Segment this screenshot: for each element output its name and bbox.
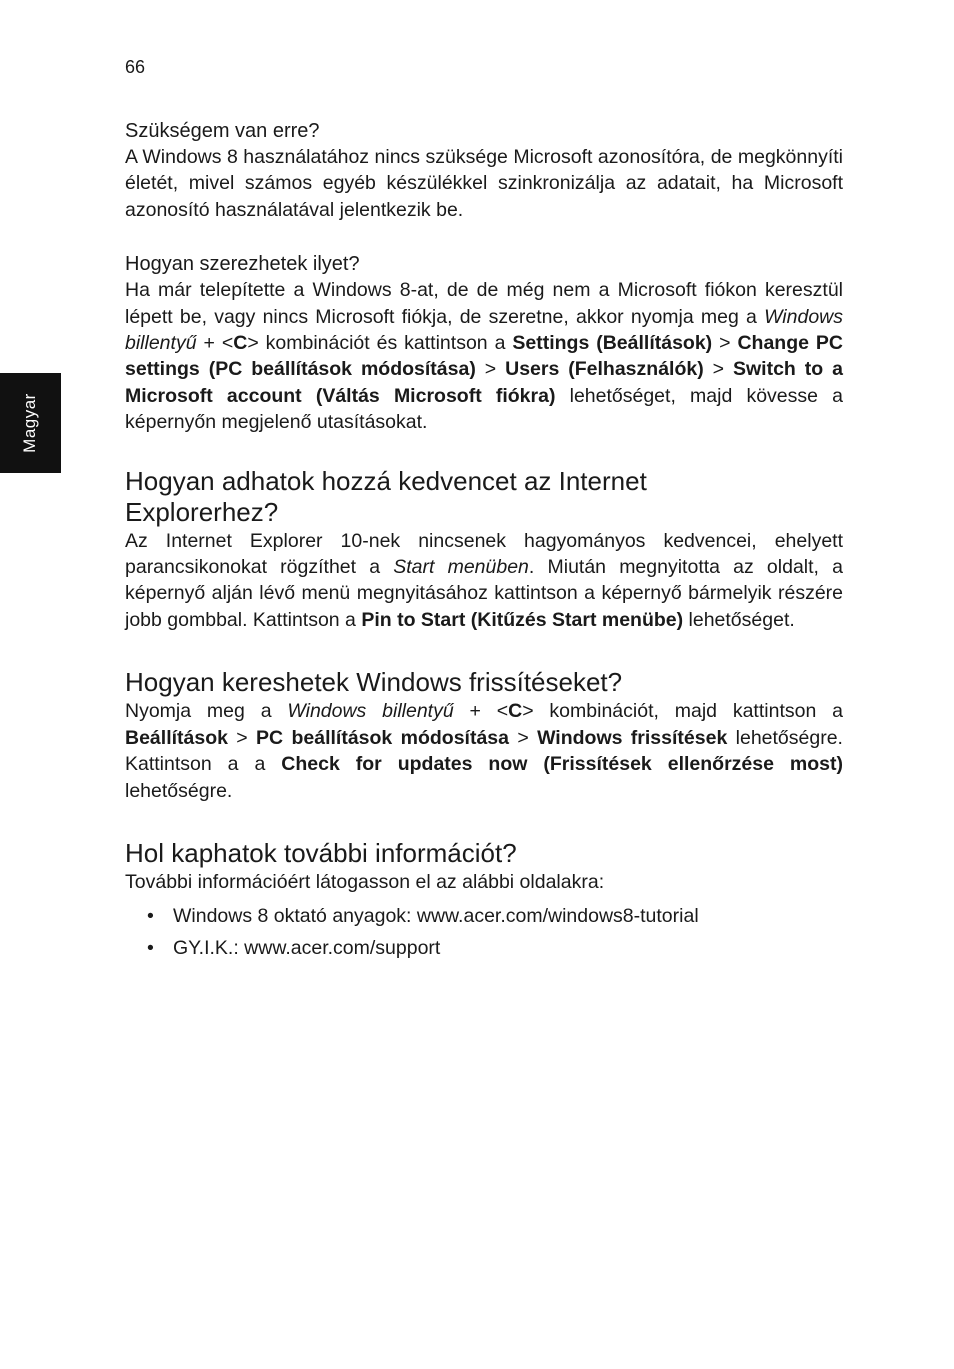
paragraph-get xyxy=(125,277,843,435)
heading-updates: Hogyan kereshetek Windows frissítéseket? xyxy=(125,667,623,698)
text-run: lehetőségre. Kattintson a a xyxy=(125,726,843,776)
separator: > xyxy=(508,726,538,749)
list-item-text: Windows 8 oktató anyagok: www.acer.com/windows8-tutorial xyxy=(173,905,699,928)
text-run: Nyomja meg a xyxy=(125,700,288,723)
text-run: . Miután megnyitotta az oldalt, a képernyő alján lévő menü megnyitásához kattintson a képernyő bármelyik részére jobb gombbal. Kattintson a xyxy=(125,556,843,631)
language-side-tab xyxy=(0,373,61,473)
page-content xyxy=(125,118,843,967)
heading-favorites: Hogyan adhatok hozzá kedvencet az Internet Explorerhez? xyxy=(125,465,647,527)
text-run: lehetőséget, majd kövesse a képernyőn megjelenő utasításokat. xyxy=(125,384,843,434)
c-key-text: C xyxy=(508,700,523,723)
start-menu-text: Start menüben xyxy=(393,556,529,579)
bullet-icon: • xyxy=(147,905,154,928)
text-run: > kombinációt, majd kattintson a xyxy=(522,700,843,723)
pc-settings-term: PC beállítások módosítása xyxy=(256,726,509,749)
users-term: Users (Felhasználók) xyxy=(505,358,704,381)
settings-term: Beállítások xyxy=(125,726,228,749)
settings-term: Settings (Beállítások) xyxy=(512,332,713,355)
text-run: lehetőséget. xyxy=(683,608,795,631)
switch-account-term: Switch to a Microsoft account (Váltás Microsoft fiókra) xyxy=(125,358,843,407)
text-run: + < xyxy=(196,332,234,355)
separator: > xyxy=(712,332,738,355)
text-run: > kombinációt és kattintson a xyxy=(247,332,513,355)
windows-key-text: Windows billentyű xyxy=(287,700,454,723)
paragraph-updates xyxy=(125,698,843,804)
change-pc-settings-term: Change PC settings (PC beállítások módosítása) xyxy=(125,332,844,381)
paragraph-more-info: További információért látogasson el az alábbi oldalakra: xyxy=(125,870,605,893)
windows-updates-term: Windows frissítések xyxy=(537,726,728,749)
subheading-get: Hogyan szerezhetek ilyet? xyxy=(125,253,360,276)
text-run: lehetőségre. xyxy=(125,779,233,802)
list-item xyxy=(125,935,843,961)
side-tab-label: Magyar xyxy=(20,393,39,453)
subheading-need: Szükségem van erre? xyxy=(125,120,320,142)
pin-to-start-term: Pin to Start (Kitűzés Start menübe) xyxy=(361,608,684,631)
bullet-icon: • xyxy=(147,937,154,960)
c-key-text: C xyxy=(233,332,248,355)
resource-list xyxy=(125,903,843,961)
list-item xyxy=(125,903,843,929)
separator: > xyxy=(475,358,506,381)
text-run: Az Internet Explorer 10-nek nincsenek hagyományos kedvencei, ehelyett parancsikonokat rögzíthet a xyxy=(125,529,843,579)
text-run: Ha már telepítette a Windows 8-at, de de még nem a Microsoft fiókon keresztül lépett be, vagy nincs Microsoft fiókja, de szeretne, akkor nyomja meg a xyxy=(125,279,843,328)
paragraph-favorites xyxy=(125,528,843,634)
list-item-text: GY.I.K.: www.acer.com/support xyxy=(173,937,441,960)
separator: > xyxy=(703,358,733,381)
separator: > xyxy=(227,726,257,749)
text-run: + < xyxy=(453,700,509,723)
heading-more-info: Hol kaphatok további információt? xyxy=(125,837,517,868)
page-number: 66 xyxy=(125,57,146,77)
check-updates-term: Check for updates now (Frissítések ellenőrzése most) xyxy=(281,753,843,776)
paragraph-need: A Windows 8 használatához nincs szüksége Microsoft azonosítóra, de megkönnyíti életét, mivel számos egyéb készülékkel szinkronizálja az adatait, ha Microsoft azonosító használatával jelentkezik be. xyxy=(125,146,843,221)
windows-key-text: Windows billentyű xyxy=(125,305,843,355)
